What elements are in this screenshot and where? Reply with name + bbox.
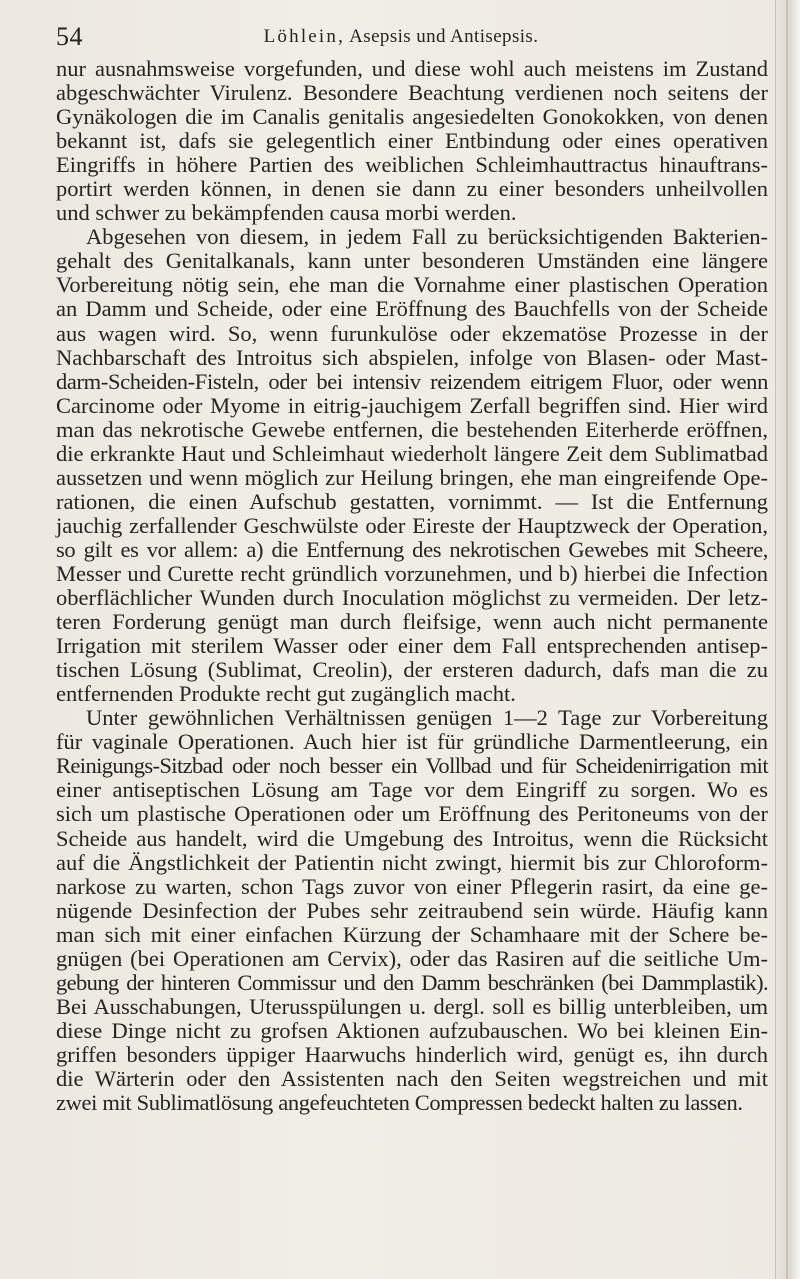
body-text: [56, 57, 768, 1115]
text-line: diese Dinge nicht zu grofsen Aktionen aufzubauschen. Wo bei kleinen Ein-: [56, 1017, 768, 1043]
running-title: [56, 26, 746, 48]
running-title-author: Löhlein,: [263, 26, 346, 47]
text-line: Vorbereitung nötig sein, ehe man die Vornahme einer plastischen Operation: [56, 272, 768, 298]
text-line: auf die Ängstlichkeit der Patientin nicht zwingt, hiermit bis zur Chloroform-: [56, 849, 768, 875]
text-line: Nachbarschaft des Introitus sich abspielen, infolge von Blasen- oder Mast-: [56, 344, 768, 370]
page-header: [56, 22, 746, 52]
text-line: jauchig zerfallender Geschwülste oder Eireste der Hauptzweck der Operation,: [56, 512, 768, 538]
text-line: rationen, die einen Aufschub gestatten, vornimmt. — Ist die Entfernung: [56, 488, 768, 514]
text-line: so gilt es vor allem: a) die Entfernung des nekrotischen Gewebes mit Scheere,: [56, 536, 768, 562]
text-line: nügende Desinfection der Pubes sehr zeitraubend sein würde. Häufig kann: [56, 897, 768, 923]
text-line: sich um plastische Operationen oder um Eröffnung des Peritoneums von der: [56, 801, 768, 827]
text-line: Gynäkologen die im Canalis genitalis angesiedelten Gonokokken, von denen: [56, 104, 768, 130]
text-line: bekannt ist, dafs sie gelegentlich einer Entbindung oder eines operativen: [56, 128, 768, 154]
text-line: Messer und Curette recht gründlich vorzunehmen, und b) hierbei die Infection: [56, 560, 768, 586]
text-line: Carcinome oder Myome in eitrig-jauchigem Zerfall begriffen sind. Hier wird: [56, 392, 768, 418]
text-line: entfernenden Produkte recht gut zugänglich macht.: [56, 681, 516, 707]
text-line: nur ausnahmsweise vorgefunden, und diese wohl auch meistens im Zustand: [56, 56, 768, 81]
text-line: man das nekrotische Gewebe entfernen, die bestehenden Eiterherde eröffnen,: [56, 416, 768, 442]
page-number: 54: [56, 22, 83, 51]
text-line: portirt werden können, in denen sie dann zu einer besonders unheilvollen: [56, 176, 768, 202]
text-line: an Damm und Scheide, oder eine Eröffnung des Bauchfells von der Scheide: [56, 296, 768, 322]
text-line: darm-Scheiden-Fisteln, oder bei intensiv reizendem eitrigem Fluor, oder wenn: [56, 368, 768, 394]
text-line: oberflächlicher Wunden durch Inoculation möglichst zu vermeiden. Der letz-: [56, 585, 768, 611]
text-line: für vaginale Operationen. Auch hier ist für gründliche Darmentleerung, ein: [56, 729, 768, 755]
text-line: die erkrankte Haut und Schleimhaut wiederholt längere Zeit dem Sublimatbad: [56, 440, 768, 466]
text-line: aussetzen und wenn möglich zur Heilung bringen, ehe man eingreifende Ope-: [56, 464, 768, 490]
text-line: gnügen (bei Operationen am Cervix), oder das Rasiren auf die seitliche Um-: [56, 945, 768, 971]
text-line: narkose zu warten, schon Tags zuvor von einer Pflegerin rasirt, da eine ge-: [56, 873, 768, 899]
text-line: Bei Ausschabungen, Uterusspülungen u. dergl. soll es billig unterbleiben, um: [56, 993, 768, 1019]
text-line: griffen besonders üppiger Haarwuchs hinderlich wird, genügt es, ihn durch: [56, 1041, 768, 1067]
text-line: und schwer zu bekämpfenden causa morbi werden.: [56, 200, 517, 226]
page-edge: [775, 0, 800, 1279]
text-line: teren Forderung genügt man durch fleifsige, wenn auch nicht permanente: [56, 609, 768, 635]
text-line: Scheide aus handelt, wird die Umgebung des Introitus, wenn die Rücksicht: [56, 825, 768, 851]
text-line: man sich mit einer einfachen Kürzung der Schamhaare mit der Schere be-: [56, 921, 768, 947]
running-title-text: Asepsis und Antisepsis.: [349, 26, 539, 47]
text-line: Abgesehen von diesem, in jedem Fall zu berücksichtigenden Bakterien-: [86, 224, 768, 250]
text-line: Reinigungs-Sitzbad oder noch besser ein Vollbad und für Scheidenirrigation mit: [56, 753, 768, 779]
text-line: Irrigation mit sterilem Wasser oder einer dem Fall entsprechenden antisep-: [56, 633, 768, 659]
text-line: Eingriffs in höhere Partien des weiblichen Schleimhauttractus hinauftrans-: [56, 152, 768, 178]
text-line: die Wärterin oder den Assistenten nach den Seiten wegstreichen und mit: [56, 1065, 768, 1091]
text-line: zwei mit Sublimatlösung angefeuchteten Compressen bedeckt halten zu lassen.: [56, 1090, 743, 1116]
text-line: aus wagen wird. So, wenn furunkulöse oder ekzematöse Prozesse in der: [56, 320, 768, 346]
text-line: einer antiseptischen Lösung am Tage vor dem Eingriff zu sorgen. Wo es: [56, 777, 768, 803]
text-line: gehalt des Genitalkanals, kann unter besonderen Umständen eine längere: [56, 248, 768, 274]
text-line: abgeschwächter Virulenz. Besondere Beachtung verdienen noch seitens der: [56, 80, 768, 106]
text-line: Unter gewöhnlichen Verhältnissen genügen 1—2 Tage zur Vorbereitung: [86, 705, 768, 731]
text-line: gebung der hinteren Commissur und den Damm beschränken (bei Dammplastik).: [56, 969, 768, 995]
text-line: tischen Lösung (Sublimat, Creolin), der ersteren dadurch, dafs man die zu: [56, 657, 768, 683]
